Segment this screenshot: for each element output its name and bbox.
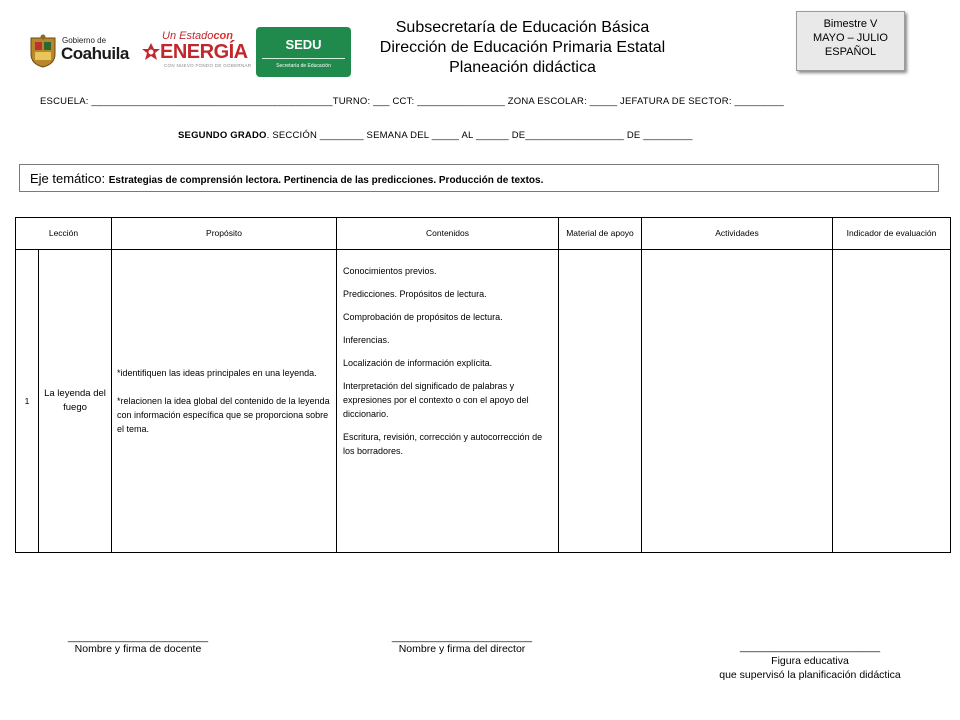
row-leccion: La leyenda del fuego bbox=[39, 250, 112, 553]
bimestre-box bbox=[796, 11, 905, 71]
header-proposito: Propósito bbox=[112, 218, 337, 250]
header-indicador: Indicador de evaluación bbox=[833, 218, 951, 250]
row-indicador bbox=[833, 250, 951, 553]
sedu-logo bbox=[256, 27, 351, 77]
eje-tematico-box bbox=[19, 164, 939, 192]
bimestre-line-1: Bimestre V bbox=[823, 18, 878, 30]
bimestre-line-2: MAYO – JULIO bbox=[813, 32, 888, 44]
planning-table bbox=[15, 217, 951, 553]
header-actividades: Actividades bbox=[642, 218, 833, 250]
contenido-item: Comprobación de propósitos de lectura. bbox=[343, 312, 503, 322]
table-row bbox=[16, 250, 951, 553]
signature-docente-label: Nombre y firma de docente bbox=[74, 643, 202, 655]
coahuila-seal-icon bbox=[28, 34, 58, 68]
signature-line: ________________________ bbox=[67, 631, 209, 643]
header-leccion: Lección bbox=[16, 218, 112, 250]
sedu-divider bbox=[262, 58, 345, 59]
header-title-1: Subsecretaría de Educación Básica bbox=[395, 19, 650, 36]
eje-label: Eje temático: bbox=[30, 171, 109, 186]
bimestre-line-3: ESPAÑOL bbox=[824, 46, 877, 58]
energia-sub-text: CON NUEVO FONDO DE GOBERNAR bbox=[164, 63, 252, 68]
row-number: 1 bbox=[16, 250, 39, 553]
signature-director bbox=[383, 631, 541, 655]
energia-big-text: ENERGÍA bbox=[160, 41, 248, 63]
escuela-line: ESCUELA: ____________________________________________TURNO: ___ CCT: ________________ ZONA ESCOLAR: _____ JEFATURA DE SECTOR: _________ bbox=[40, 96, 784, 107]
contenido-item: Localización de información explícita. bbox=[343, 358, 493, 368]
contenido-item: Inferencias. bbox=[343, 335, 390, 345]
signature-director-label: Nombre y firma del director bbox=[398, 643, 526, 655]
row-proposito bbox=[112, 250, 337, 553]
contenido-item: Interpretación del significado de palabras y expresiones por el contexto o con el apoyo del diccionario. bbox=[343, 381, 529, 419]
eje-value: Estrategias de comprensión lectora. Pertinencia de las predicciones. Producción de textos. bbox=[108, 175, 544, 186]
coahuila-big-text: Coahuila bbox=[61, 44, 129, 63]
signature-figura-label-1: Figura educativa bbox=[771, 655, 849, 667]
header-material: Material de apoyo bbox=[559, 218, 642, 250]
contenido-item: Escritura, revisión, corrección y autocorrección de los borradores. bbox=[343, 432, 543, 456]
signature-docente bbox=[60, 631, 216, 655]
grado-line bbox=[178, 130, 693, 141]
header-title-2: Dirección de Educación Primaria Estatal bbox=[379, 39, 666, 56]
document-header bbox=[350, 18, 695, 78]
energia-logo bbox=[142, 30, 252, 72]
grado-rest: . SECCIÓN ________ SEMANA DEL _____ AL ______ DE__________________ DE _________ bbox=[266, 130, 693, 141]
signature-figura-label-2: que supervisó la planificación didáctica bbox=[719, 669, 901, 681]
row-material bbox=[559, 250, 642, 553]
header-contenidos: Contenidos bbox=[337, 218, 559, 250]
table-header-row bbox=[16, 218, 951, 250]
energia-mark-icon bbox=[142, 42, 160, 62]
proposito-item: *identifiquen las ideas principales en una leyenda. bbox=[117, 368, 317, 378]
row-actividades bbox=[642, 250, 833, 553]
coahuila-small-text: Gobierno de bbox=[62, 36, 107, 45]
proposito-item: *relacionen la idea global del contenido de la leyenda con información específica que se proporciona sobre el tema. bbox=[117, 396, 330, 434]
signature-line: ________________________ bbox=[391, 631, 533, 643]
row-contenidos bbox=[337, 250, 559, 553]
energia-top-text: Un Estadocon bbox=[162, 30, 233, 42]
signature-figura bbox=[706, 640, 914, 682]
grado-label: SEGUNDO GRADO bbox=[178, 130, 267, 141]
eje-tematico bbox=[30, 171, 543, 186]
sedu-title: SEDU bbox=[285, 37, 322, 52]
signature-line: ________________________ bbox=[739, 641, 881, 653]
sedu-subtitle: Secretaría de Educación bbox=[276, 63, 331, 69]
coahuila-logo bbox=[28, 34, 130, 70]
header-title-3: Planeación didáctica bbox=[449, 59, 596, 76]
contenido-item: Predicciones. Propósitos de lectura. bbox=[343, 289, 487, 299]
contenido-item: Conocimientos previos. bbox=[343, 266, 437, 276]
